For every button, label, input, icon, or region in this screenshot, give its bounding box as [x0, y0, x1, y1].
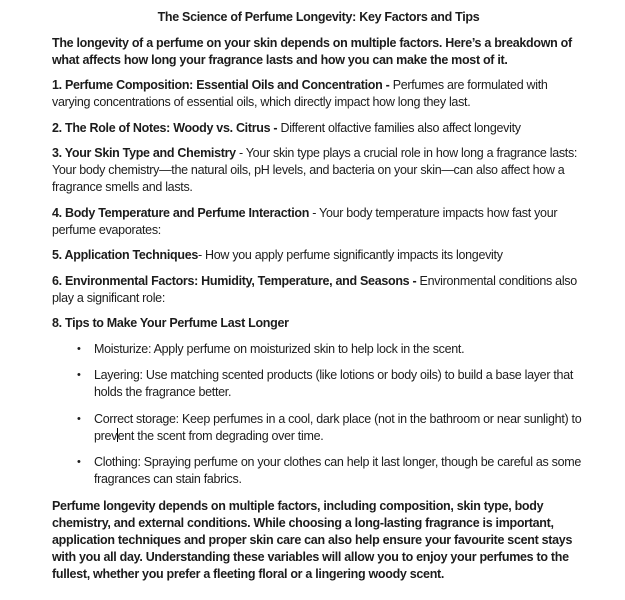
section-paragraph-2[interactable] — [52, 120, 585, 137]
tip-item-clothing[interactable] — [52, 454, 585, 488]
tip-item-moisturize[interactable] — [52, 341, 585, 358]
tip-text: Clothing: Spraying perfume on your clothes can help it last longer, though be careful as some fragrances can stain fabrics. — [94, 455, 581, 486]
section-paragraph-4[interactable] — [52, 205, 585, 239]
tip-text: Layering: Use matching scented products (like lotions or body oils) to build a base layer that holds the fragrance better. — [94, 368, 574, 399]
intro-paragraph[interactable]: The longevity of a perfume on your skin depends on multiple factors. Here’s a breakdown of what affects how long your fragrance lasts and how you can make the most of it. — [52, 35, 572, 67]
section-paragraph-8[interactable] — [52, 315, 585, 332]
section-3-text: - Your skin type plays a crucial role in how long a fragrance lasts: Your body chemistry—the natural oils, pH levels, and bacteria on your skin—can also affect how a fragrance smells and lasts. — [52, 146, 578, 194]
section-6-text: Environmental conditions also play a significant role: — [52, 273, 577, 305]
bullet-icon: • — [77, 342, 81, 355]
tips-list — [52, 341, 585, 489]
section-paragraph-3[interactable] — [52, 145, 585, 196]
tip-item-storage[interactable] — [52, 411, 585, 445]
section-6-lead: 6. Environmental Factors: Humidity, Temperature, and Seasons - — [52, 273, 420, 288]
section-paragraph-5[interactable] — [52, 247, 585, 264]
section-8-lead: 8. Tips to Make Your Perfume Last Longer — [52, 316, 289, 330]
section-2-lead: 2. The Role of Notes: Woody vs. Citrus - — [52, 120, 281, 135]
section-5-lead: 5. Application Techniques — [52, 248, 198, 262]
section-3-lead: 3. Your Skin Type and Chemistry — [52, 146, 236, 160]
bullet-icon: • — [77, 412, 81, 425]
section-paragraph-6[interactable] — [52, 273, 585, 307]
tip-text-before-cursor: Correct storage: Keep perfumes in a cool, dark place (not in the bathroom or near sunlight) to prev — [94, 411, 582, 443]
bullet-icon: • — [77, 369, 81, 381]
tip-text — [94, 412, 581, 443]
section-4-text: - Your body temperature impacts how fast your perfume evaporates: — [52, 205, 558, 237]
tip-item-layering[interactable] — [52, 367, 585, 401]
document-title[interactable]: The Science of Perfume Longevity: Key Factors and Tips — [157, 10, 480, 24]
conclusion-paragraph[interactable]: Perfume longevity depends on multiple factors, including composition, skin type, body chemistry, and external conditions. While choosing a long-lasting fragrance is important, application techniques and proper skin care can also help ensure your favourite scent stays with you all day. Understanding these variables will allow you to enjoy your perfumes to the fullest, whether you prefer a fleeting floral or a lingering woody scent. — [52, 498, 573, 581]
section-1-text: Perfumes are formulated with varying concentrations of essential oils, which directly impact how long they last. — [52, 78, 548, 109]
bullet-icon: • — [77, 456, 81, 468]
section-5-text: - How you apply perfume significantly impacts its longevity — [198, 248, 503, 262]
section-paragraph-1[interactable] — [52, 77, 585, 111]
section-1-lead: 1. Perfume Composition: Essential Oils and Concentration - — [52, 78, 393, 92]
tip-text-after-cursor: ent the scent from degrading over time. — [117, 428, 324, 443]
section-2-text: Different olfactive families also affect longevity — [280, 120, 521, 135]
tip-text: Moisturize: Apply perfume on moisturized skin to help lock in the scent. — [94, 341, 465, 356]
section-4-lead: 4. Body Temperature and Perfume Interaction — [52, 205, 310, 220]
